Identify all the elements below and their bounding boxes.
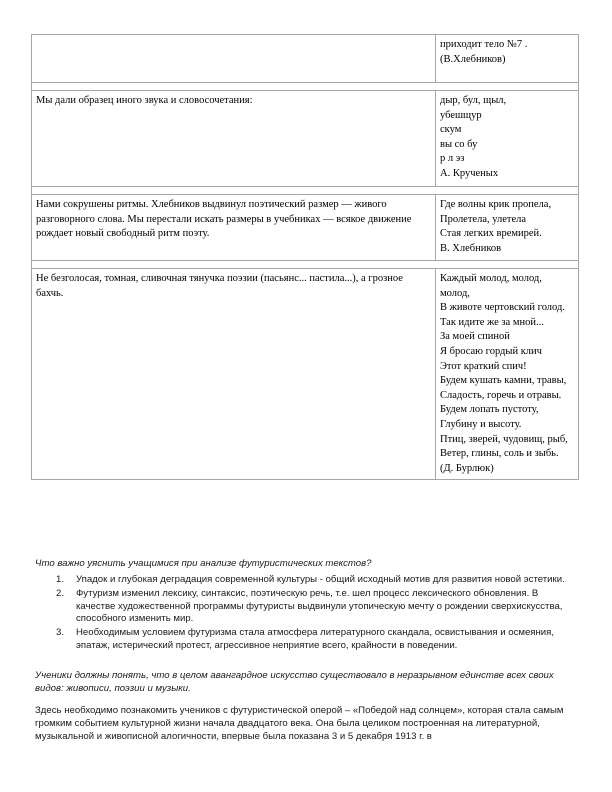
list-item-number: 2. [56,587,65,599]
avant-garde-note: Ученики должны понять, что в целом авангардное искусство существовало в неразрывном единстве всех своих видов: живописи, поэзии и музыки. [35,670,554,694]
poem-line: вы со бу [440,138,478,150]
row-spacer [32,261,579,269]
analysis-question: Что важно уяснить учащимися при анализе футуристических текстов? [35,558,372,569]
poem-line: За моей спиной [440,331,510,343]
manifesto-cell [32,195,436,261]
poem-line: Сладость, горечь и отравы. [440,389,562,401]
list-item [56,588,580,626]
list-item [56,627,580,653]
poem-line: Этот краткий спич! [440,360,527,372]
poem-cell [436,269,579,480]
poem-line: Птиц, зверей, чудовищ, рыб, [440,433,568,445]
list-item-text: Необходимым условием футуризма стала атмосфера литературного скандала, освистывания и осмеяния, эпатаж, истерический протест, агрессивное неприятие всего, крайности в поведении. [76,627,555,651]
poetry-comparison-table [31,34,579,480]
poem-line: (Д. Бурлюк) [440,462,494,474]
poem-line: Я бросаю гордый клич [440,345,542,357]
poem-line: А. Крученых [440,167,499,179]
poem-line: Ветер, глины, соль и зыбь. [440,448,559,460]
poem-line: Каждый молод, молод, молод, [440,273,542,299]
poem-line: В животе чертовский голод. [440,302,565,314]
poem-cell [436,195,579,261]
poem-line: (В.Хлебников) [440,53,506,65]
poem-line: Где волны крик пропела, [440,199,552,210]
list-item-number: 3. [56,627,65,639]
poem-line: убешщур [440,109,482,121]
list-item-number: 1. [56,574,65,585]
poem-line: скум [440,124,462,136]
analysis-points-list [56,574,580,654]
poem-line: дыр, бул, щыл, [440,95,507,106]
poem-line: Пролетела, улетела [440,213,527,225]
poem-cell [436,91,579,187]
table-row [32,91,579,187]
table-row [32,35,579,83]
poem-line: р л эз [440,153,465,165]
poem-line: Будем кушать камни, травы, [440,375,567,387]
manifesto-cell [32,35,436,83]
poem-line: Стая легких времирей. [440,228,542,240]
poem-line: Глубину и высоту. [440,418,522,430]
opera-paragraph: Здесь необходимо познакомить учеников с футуристической оперой – «Победой над солнцем», которая стала самым громким событием культурной жизни начала двадцатого века. Она была целиком построенная на литературной, музыкальной и живописной алогичности, впервые была показана 3 и 5 декабря 1913 г. в [35,705,564,742]
table-row [32,195,579,261]
manifesto-text: Мы дали образец иного звука и словосочетания: [36,95,253,106]
poem-line: В. Хлебников [440,242,502,254]
list-item-text: Упадок и глубокая деградация современной культуры - общий исходный мотив для развития новой эстетики. [76,574,565,585]
manifesto-text: Нами сокрушены ритмы. Хлебников выдвинул поэтический размер — живого разговорного слова. Мы перестали искать размеры в учебниках — всякое движение рождает новый свободный ритм поэту. [36,199,412,240]
list-item-text: Футуризм изменил лексику, синтаксис, поэтическую речь, т.е. шел процесс лексического обновления. В качестве художественной программы футуристы выдвинули утопическую мечту о рождении сверхискусства, способного изменить мир. [76,587,563,625]
poem-line: Будем лопать пустоту, [440,404,539,416]
poem-line: Так идите же за мной... [440,316,544,328]
row-spacer [32,187,579,195]
manifesto-cell [32,269,436,480]
manifesto-cell [32,91,436,187]
list-item [56,574,580,587]
poem-cell [436,35,579,83]
row-spacer [32,83,579,91]
poem-line: приходит тело №7 . [440,39,528,50]
table-row [32,269,579,480]
manifesto-text: Не безголосая, томная, сливочная тянучка поэзии (пасьянс... пастила...), а грозное бахчь. [36,273,403,299]
